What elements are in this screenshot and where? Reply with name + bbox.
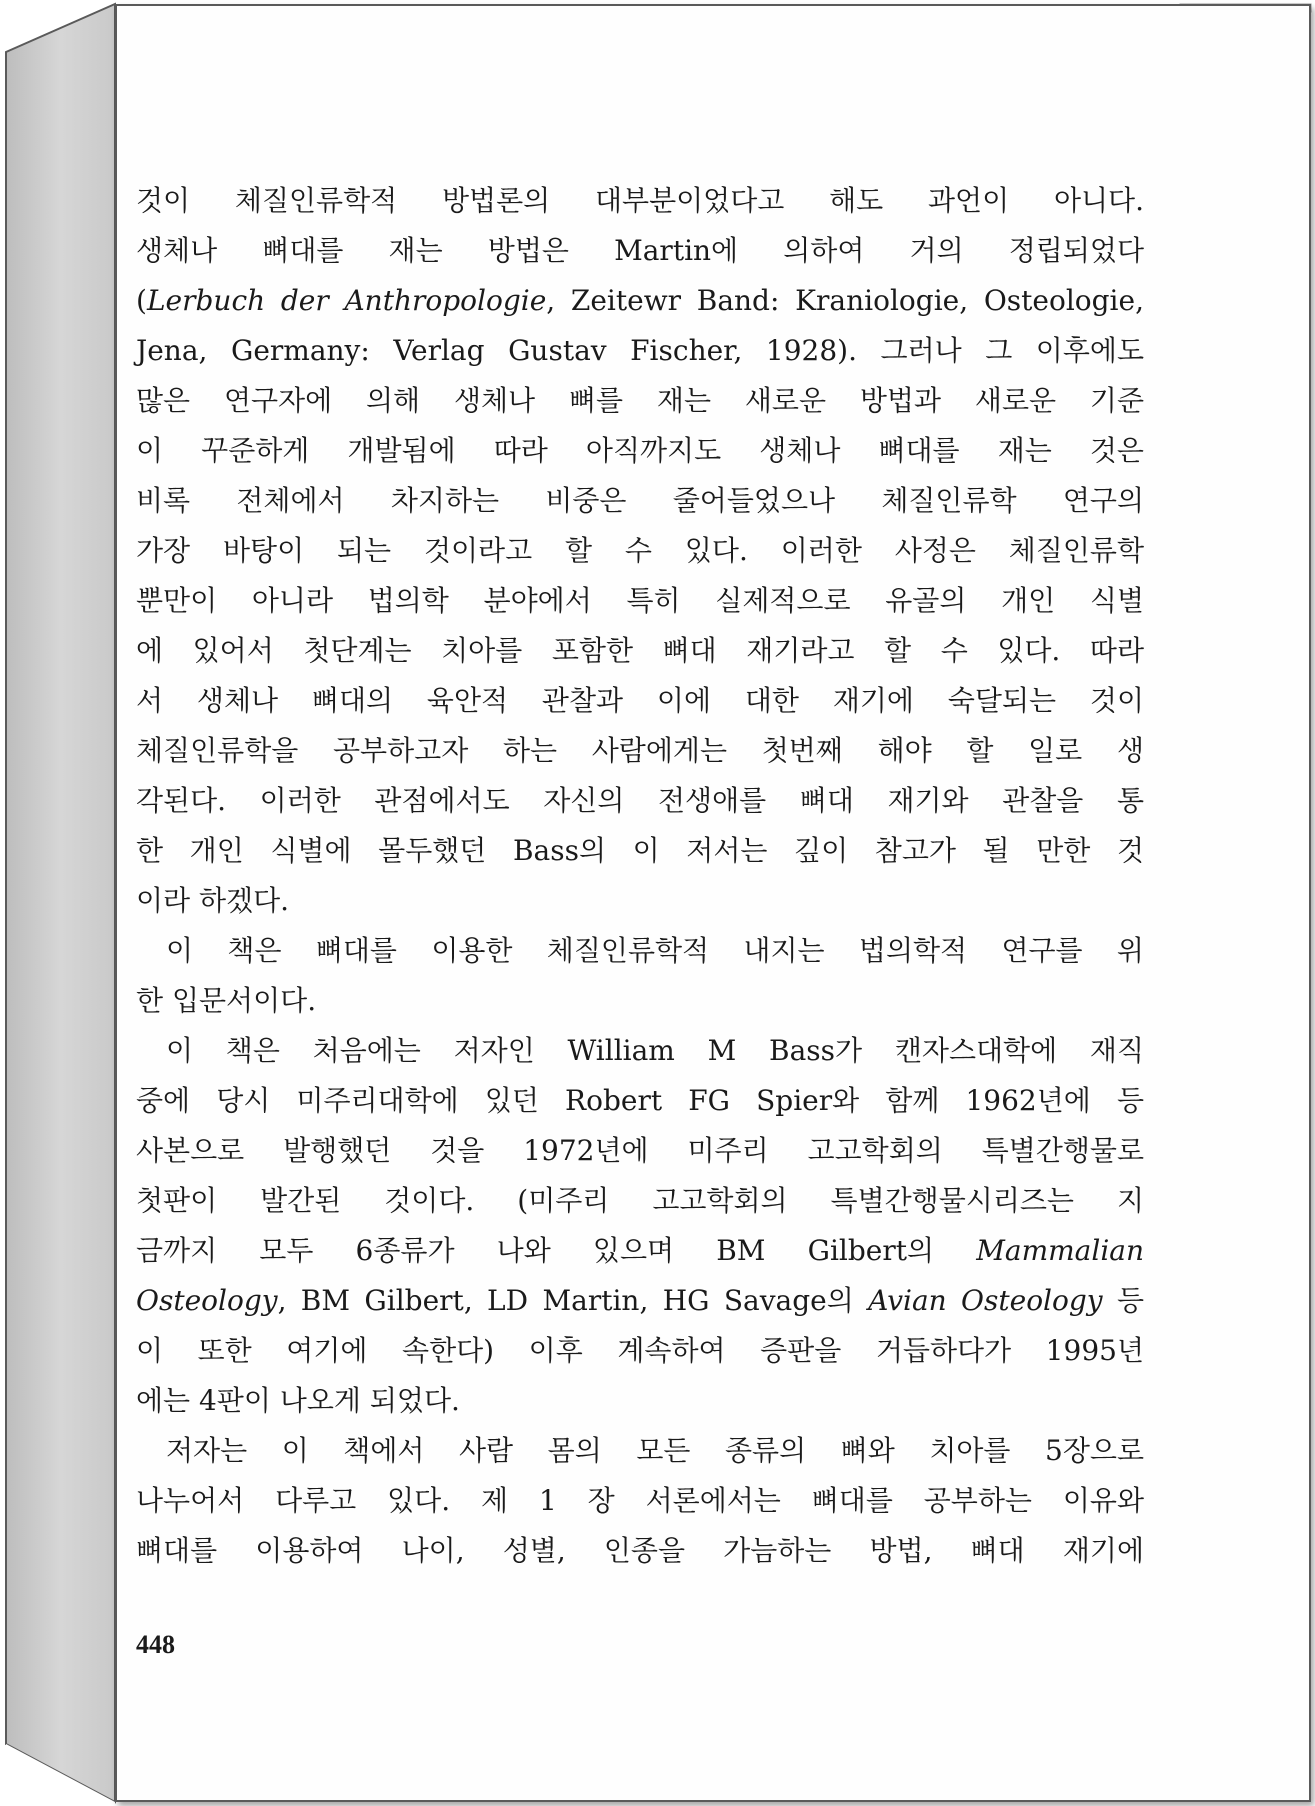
italic-title: Osteology — [136, 1284, 278, 1317]
text-line: 이 책은 처음에는 저자인 William M Bass가 캔자스대학에 재직 — [166, 1034, 1144, 1067]
text-line: 비록 전체에서 차지하는 비중은 줄어들었으나 체질인류학 연구의 — [136, 484, 1144, 517]
italic-title: Avian Osteology — [868, 1284, 1103, 1317]
text-line: 이 또한 여기에 속한다) 이후 계속하여 증판을 거듭하다가 1995년 — [136, 1334, 1144, 1367]
text-line: 이 꾸준하게 개발됨에 따라 아직까지도 생체나 뼈대를 재는 것은 — [136, 434, 1144, 467]
text-segment: , Zeitewr Band: Kraniologie, Osteologie, — [546, 284, 1144, 317]
text-line: Jena, Germany: Verlag Gustav Fischer, 1928). 그러나 그 이후에도 — [136, 334, 1144, 367]
text-line: 각된다. 이러한 관점에서도 자신의 전생애를 뼈대 재기와 관찰을 통 — [136, 784, 1144, 817]
text-line: 뿐만이 아니라 법의학 분야에서 특히 실제적으로 유골의 개인 식별 — [136, 584, 1144, 617]
text-segment: , BM Gilbert, LD Martin, HG Savage의 — [277, 1284, 869, 1317]
text-line: 서 생체나 뼈대의 육안적 관찰과 이에 대한 재기에 숙달되는 것이 — [136, 684, 1144, 717]
text-line: 뼈대를 이용하여 나이, 성별, 인종을 가늠하는 방법, 뼈대 재기에 — [136, 1534, 1144, 1567]
text-line: 많은 연구자에 의해 생체나 뼈를 재는 새로운 방법과 새로운 기준 — [136, 384, 1144, 417]
page-number: 448 — [136, 1630, 175, 1659]
text-segment: ( — [136, 284, 147, 317]
text-line: 것이 체질인류학적 방법론의 대부분이었다고 해도 과언이 아니다. — [136, 184, 1144, 217]
text-segment: 등 — [1102, 1284, 1145, 1317]
text-line: 한 입문서이다. — [136, 984, 317, 1017]
text-line — [136, 276, 1144, 326]
body-text — [136, 176, 1144, 1576]
text-line — [136, 1276, 1144, 1326]
italic-title: Mammalian — [976, 1234, 1144, 1267]
text-segment: 금까지 모두 6종류가 나와 있으며 BM Gilbert의 — [136, 1234, 977, 1267]
text-line: 이라 하겠다. — [136, 884, 290, 917]
text-line: 나누어서 다루고 있다. 제 1 장 서론에서는 뼈대를 공부하는 이유와 — [136, 1484, 1144, 1517]
text-line: 에 있어서 첫단계는 치아를 포함한 뼈대 재기라고 할 수 있다. 따라 — [136, 634, 1144, 667]
text-line: 가장 바탕이 되는 것이라고 할 수 있다. 이러한 사정은 체질인류학 — [136, 534, 1144, 567]
text-line: 에는 4판이 나오게 되었다. — [136, 1384, 460, 1417]
text-line: 한 개인 식별에 몰두했던 Bass의 이 저서는 깊이 참고가 될 만한 것 — [136, 834, 1144, 867]
text-line: 체질인류학을 공부하고자 하는 사람에게는 첫번째 해야 할 일로 생 — [136, 734, 1144, 767]
text-line: 사본으로 발행했던 것을 1972년에 미주리 고고학회의 특별간행물로 — [136, 1134, 1144, 1167]
text-line: 이 책은 뼈대를 이용한 체질인류학적 내지는 법의학적 연구를 위 — [166, 934, 1144, 967]
text-line: 저자는 이 책에서 사람 몸의 모든 종류의 뼈와 치아를 5장으로 — [166, 1434, 1144, 1467]
text-line — [136, 1226, 1144, 1276]
text-line: 중에 당시 미주리대학에 있던 Robert FG Spier와 함께 1962년에 등 — [136, 1084, 1144, 1117]
text-line: 생체나 뼈대를 재는 방법은 Martin에 의하여 거의 정립되었다 — [136, 234, 1144, 267]
text-line: 첫판이 발간된 것이다. (미주리 고고학회의 특별간행물시리즈는 지 — [136, 1184, 1144, 1217]
italic-title: Lerbuch der Anthropologie — [146, 284, 547, 317]
